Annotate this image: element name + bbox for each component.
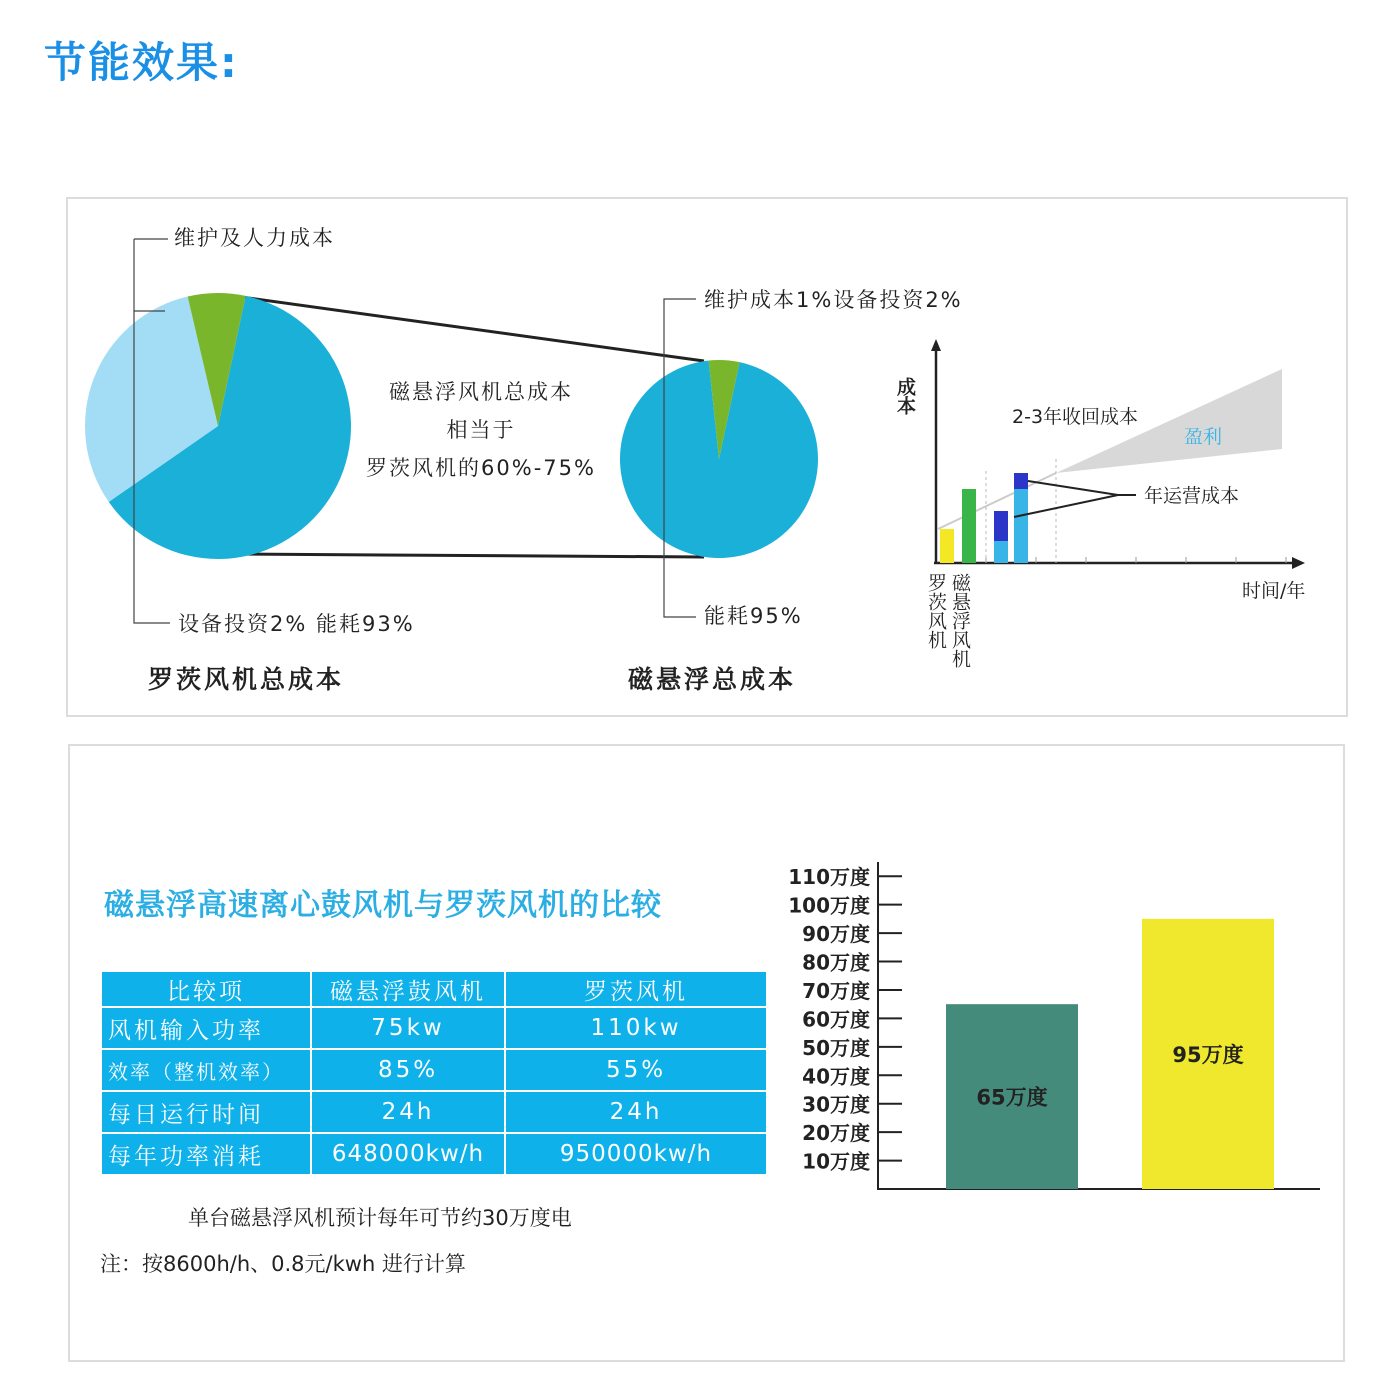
bar-luoci-year1 <box>940 529 954 563</box>
cost-x-label: 时间/年 <box>1242 580 1306 602</box>
table-cell: 24h <box>505 1091 767 1133</box>
table-cell: 55% <box>505 1049 767 1091</box>
right-callout-top: 维护成本1%设备投资2% <box>704 288 963 312</box>
y-tick-label: 80万度 <box>802 950 870 975</box>
table-header-row <box>101 971 767 1007</box>
table-cell: 648000kw/h <box>311 1133 505 1175</box>
table-header-cell: 罗茨风机 <box>505 971 767 1007</box>
table-row <box>101 1091 767 1133</box>
pie-luoci <box>85 293 351 559</box>
comparison-title: 磁悬浮高速离心鼓风机与罗茨风机的比较 <box>104 888 662 923</box>
op-cost-label: 年运营成本 <box>1144 485 1240 507</box>
table-cell: 风机输入功率 <box>101 1007 311 1049</box>
table-row <box>101 1133 767 1175</box>
cost-y-label: 成本 <box>894 377 916 415</box>
saving-note: 单台磁悬浮风机预计每年可节约30万度电 <box>188 1206 572 1230</box>
table-cell: 950000kw/h <box>505 1133 767 1175</box>
left-callout-top: 维护及人力成本 <box>174 226 335 250</box>
cost-time-chart <box>894 339 1305 668</box>
table-cell: 85% <box>311 1049 505 1091</box>
comparison-table <box>100 970 768 1176</box>
blower-comparison-panel <box>68 744 1345 1362</box>
cost-comparison-panel <box>66 197 1348 717</box>
profit-label: 盈利 <box>1184 426 1223 448</box>
bar-maglev-opcost-2 <box>1014 473 1028 489</box>
left-callout-bottom: 设备投资2% 能耗93% <box>178 612 415 636</box>
bar-luoci-year2 <box>962 489 976 563</box>
table-cell: 效率（整机效率） <box>101 1049 311 1091</box>
table-row <box>101 1007 767 1049</box>
table-row <box>101 1049 767 1091</box>
cost-comparison-figure <box>68 199 1346 715</box>
y-tick-label: 60万度 <box>802 1007 870 1032</box>
cost-y-arrow <box>931 339 941 351</box>
bar-maglev-capital-2 <box>1014 489 1028 563</box>
table-cell: 每年功率消耗 <box>101 1133 311 1175</box>
y-tick-label: 100万度 <box>788 893 870 918</box>
payback-label: 2-3年收回成本 <box>1012 406 1139 428</box>
page-title: 节能效果: <box>44 38 239 87</box>
table-header-cell: 比较项 <box>101 971 311 1007</box>
bar-value-label: 95万度 <box>1172 1042 1244 1067</box>
calc-note: 注：按8600h/h、0.8元/kwh 进行计算 <box>100 1252 466 1276</box>
center-text-line-1: 磁悬浮风机总成本 <box>389 380 573 404</box>
right-pie-caption: 磁悬浮总成本 <box>628 665 797 694</box>
bar-maglev-label: 磁悬浮风机 <box>949 573 971 668</box>
y-tick-label: 50万度 <box>802 1035 870 1060</box>
y-tick-label: 90万度 <box>802 922 870 947</box>
table-cell: 24h <box>311 1091 505 1133</box>
y-tick-label: 30万度 <box>802 1092 870 1117</box>
bar-value-label: 65万度 <box>976 1085 1048 1110</box>
right-callout-bottom: 能耗95% <box>704 604 803 628</box>
power-bar-chart <box>770 846 1330 1206</box>
bar-maglev-capital-1 <box>994 541 1008 563</box>
y-tick-label: 20万度 <box>802 1121 870 1146</box>
connector-line-bottom <box>234 554 704 557</box>
table-header-cell: 磁悬浮鼓风机 <box>311 971 505 1007</box>
y-tick-label: 110万度 <box>788 865 870 890</box>
table-cell: 110kw <box>505 1007 767 1049</box>
bar-chart-bars <box>946 919 1274 1189</box>
bar-maglev-opcost-1 <box>994 511 1008 541</box>
table-cell: 75kw <box>311 1007 505 1049</box>
y-tick-label: 10万度 <box>802 1149 870 1174</box>
center-text-line-2: 相当于 <box>446 418 516 442</box>
center-text-line-3: 罗茨风机的60%-75% <box>366 456 596 480</box>
cost-x-arrow <box>1292 557 1305 569</box>
bar-chart-ticks <box>788 865 902 1173</box>
left-pie-caption: 罗茨风机总成本 <box>148 665 345 694</box>
bar-luoci-label: 罗茨风机 <box>925 573 947 649</box>
y-tick-label: 70万度 <box>802 978 870 1003</box>
table-cell: 每日运行时间 <box>101 1091 311 1133</box>
pie-maglev <box>620 360 818 558</box>
y-tick-label: 40万度 <box>802 1064 870 1089</box>
